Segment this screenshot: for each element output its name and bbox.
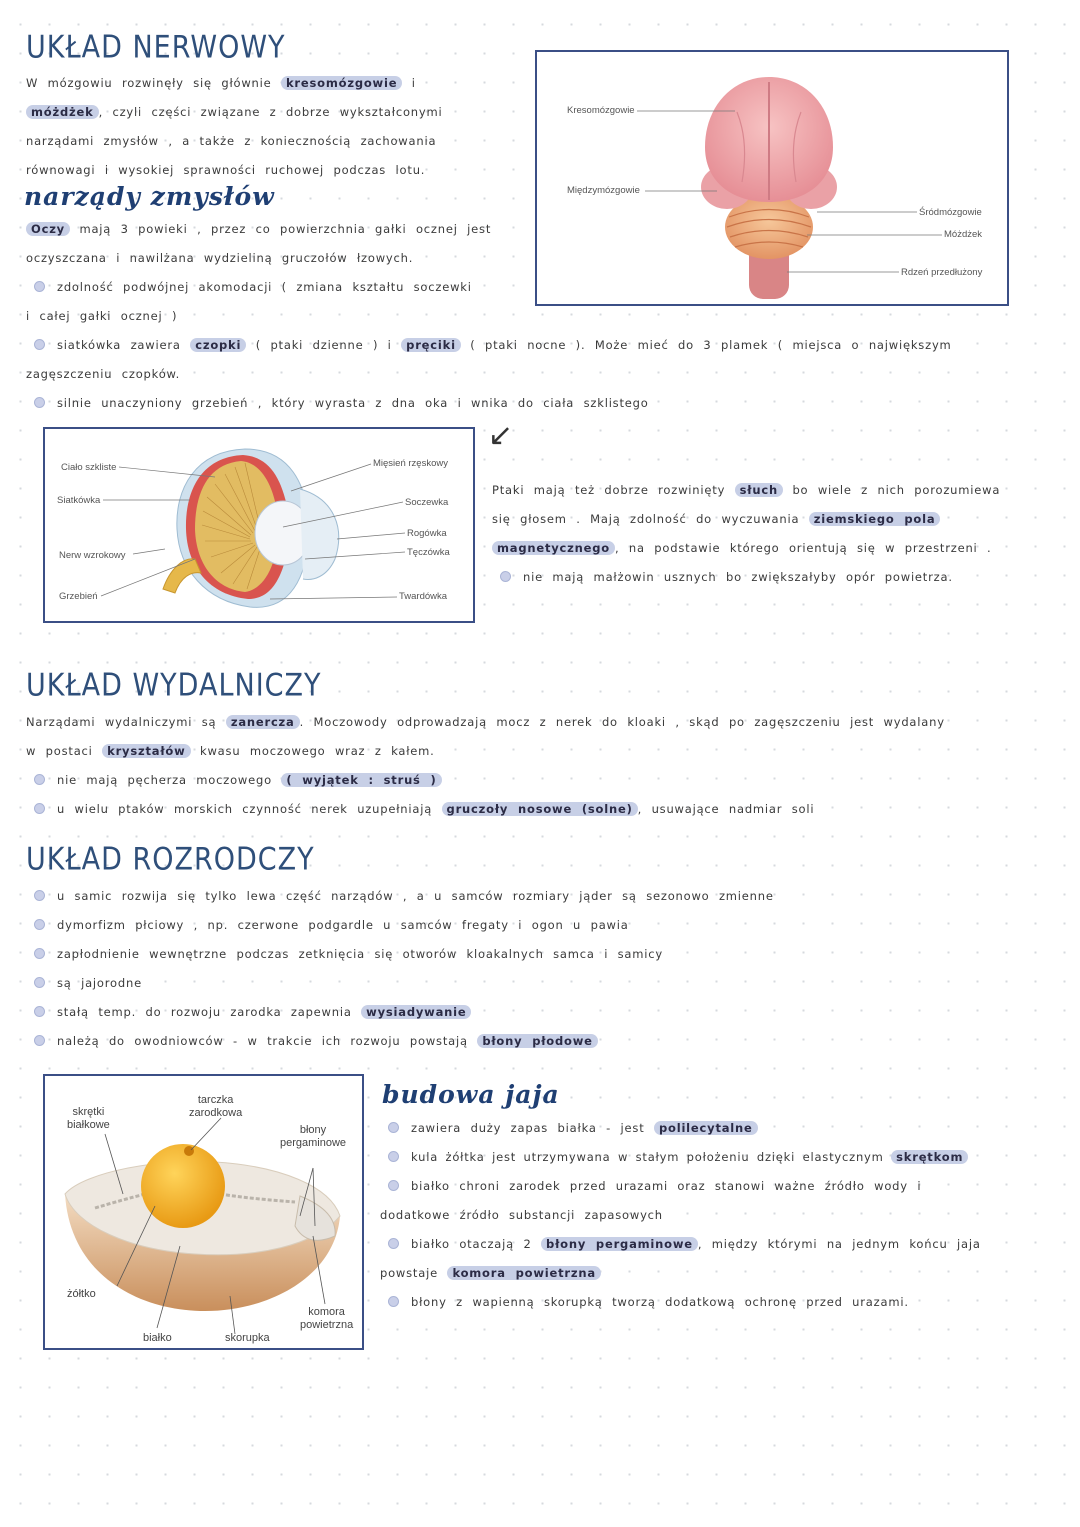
text: , czyli części związane z dobrze wykształconymi	[98, 105, 443, 119]
bullet-icon	[388, 1122, 399, 1133]
text: nie mają małżowin usznych bo zwiększałyby opór powietrza.	[523, 570, 953, 584]
egg-label-komora: komora powietrzna	[300, 1306, 354, 1331]
egg-bullet-3	[388, 1179, 921, 1193]
text: bo wiele z nich porozumiewa	[792, 483, 1001, 497]
bullet-icon	[34, 977, 45, 988]
brain-label-kresomozgowie: Kresomózgowie	[567, 105, 635, 116]
text: mają 3 powieki , przez co powierzchnia gałki ocznej jest	[79, 222, 492, 236]
egg-label-skorupka: skorupka	[225, 1332, 270, 1344]
text: są jajorodne	[57, 976, 142, 990]
eye-label-cialo-szkliste: Ciało szkliste	[61, 462, 117, 473]
reproductive-bullet-1	[34, 889, 774, 903]
bullet-icon	[34, 1006, 45, 1017]
text: Ptaki mają też dobrze rozwinięty	[492, 483, 726, 497]
bullet-icon	[34, 339, 45, 350]
bullet-icon	[388, 1238, 399, 1249]
highlight-czopki: czopki	[190, 338, 246, 352]
nervous-text-line-1	[26, 76, 416, 90]
text: stałą temp. do rozwoju zarodka zapewnia	[57, 1005, 352, 1019]
excretory-line-2	[26, 744, 435, 758]
brain-label-rdzen: Rdzeń przedłużony	[901, 267, 983, 278]
senses-bullet-3	[34, 396, 649, 410]
heading-senses: narządy zmysłów	[24, 182, 275, 211]
highlight-gruczoly-nosowe: gruczoły nosowe (solne)	[442, 802, 638, 816]
text: się głosem . Mają zdolność do wyczuwania	[492, 512, 800, 526]
hearing-line-1	[492, 483, 1000, 497]
highlight-oczy: Oczy	[26, 222, 70, 236]
text: kula żółtka jest utrzymywana w stałym położeniu dzięki elastycznym	[411, 1150, 884, 1164]
excretory-bullet-1	[34, 773, 442, 787]
eye-label-soczewka: Soczewka	[405, 497, 449, 508]
reproductive-bullet-3	[34, 947, 663, 961]
egg-label-tarczka: tarczka zarodkowa	[189, 1094, 243, 1119]
senses-bullet-1b: i całej gałki ocznej )	[26, 309, 178, 323]
bullet-icon	[34, 890, 45, 901]
text: białko otaczają 2	[411, 1237, 532, 1251]
egg-label-blony-pergaminowe: błony pergaminowe	[280, 1124, 347, 1149]
highlight-kresomozgowie: kresomózgowie	[281, 76, 402, 90]
highlight-sluch: słuch	[735, 483, 783, 497]
heading-reproductive-system: UKŁAD ROZRODCZY	[26, 842, 315, 878]
brain-label-srodmozgowie: Śródmózgowie	[919, 207, 982, 218]
eye-label-siatkowka: Siatkówka	[57, 495, 101, 506]
text: ( ptaki dzienne ) i	[255, 338, 392, 352]
text: , między którymi na jednym końcu jaja	[697, 1237, 981, 1251]
arrow-icon: ↙	[488, 418, 514, 453]
excretory-bullet-2	[34, 802, 814, 816]
eye-figure	[43, 427, 475, 623]
brain-figure	[535, 50, 1009, 306]
eye-label-nerw-wzrokowy: Nerw wzrokowy	[59, 550, 126, 561]
egg-figure	[43, 1074, 364, 1350]
text: nie mają pęcherza moczowego	[57, 773, 272, 787]
eye-label-twardowka: Twardówka	[399, 591, 448, 602]
heading-egg-structure: budowa jaja	[382, 1080, 560, 1109]
text: silnie unaczyniony grzebień , który wyrasta z dna oka i wnika do ciała szklistego	[57, 396, 649, 410]
hearing-bullet	[500, 570, 953, 584]
text: , na podstawie którego orientują się w przestrzeni .	[615, 541, 992, 555]
text: w postaci	[26, 744, 93, 758]
bullet-icon	[34, 919, 45, 930]
text: u samic rozwija się tylko lewa część narządów , a u samców rozmiary jąder są sezonowo zmienne	[57, 889, 774, 903]
senses-bullet-1	[34, 280, 472, 294]
reproductive-bullet-2	[34, 918, 629, 932]
senses-bullet-2	[34, 338, 952, 352]
bullet-icon	[388, 1180, 399, 1191]
heading-nervous-system: UKŁAD NERWOWY	[26, 30, 286, 66]
text: ( ptaki nocne ). Może mieć do 3 plamek ( miejsca o największym	[470, 338, 952, 352]
eye-label-teczowka: Tęczówka	[407, 547, 450, 558]
egg-bullet-4b	[380, 1266, 601, 1280]
bullet-icon	[34, 397, 45, 408]
heading-excretory-system: UKŁAD WYDALNICZY	[26, 668, 322, 704]
text: zdolność podwójnej akomodacji ( zmiana kształtu soczewki	[57, 280, 472, 294]
highlight-wyjatek-strus: ( wyjątek : struś )	[281, 773, 441, 787]
highlight-zanercza: zanercza	[226, 715, 300, 729]
highlight-skretkom: skrętkom	[891, 1150, 968, 1164]
text: należą do owodniowców - w trakcie ich rozwoju powstają	[57, 1034, 468, 1048]
text: kwasu moczowego wraz z kałem.	[200, 744, 435, 758]
eye-label-grzebien: Grzebień	[59, 591, 98, 602]
text: powstaje	[380, 1266, 438, 1280]
reproductive-bullet-6	[34, 1034, 598, 1048]
bullet-icon	[388, 1296, 399, 1307]
highlight-mozdzek: móżdżek	[26, 105, 99, 119]
bullet-icon	[34, 948, 45, 959]
text: . Moczowody odprowadzają mocz z nerek do kloaki , skąd po zagęszczeniu jest wydalany	[299, 715, 945, 729]
bullet-icon	[34, 803, 45, 814]
highlight-ziemskiego-pola: ziemskiego pola	[809, 512, 941, 526]
bullet-icon	[388, 1151, 399, 1162]
brain-label-miedzymozgowie: Międzymózgowie	[567, 185, 640, 196]
reproductive-bullet-5	[34, 1005, 471, 1019]
text: błony z wapienną skorupką tworzą dodatkową ochronę przed urazami.	[411, 1295, 909, 1309]
egg-bullet-1	[388, 1121, 758, 1135]
bullet-icon	[34, 1035, 45, 1046]
hearing-line-2	[492, 512, 940, 526]
eye-label-miesien-rzeskowy: Mięsień rzęskowy	[373, 458, 448, 469]
bullet-icon	[34, 774, 45, 785]
senses-bullet-2b: zagęszczeniu czopków.	[26, 367, 181, 381]
bullet-icon	[500, 571, 511, 582]
text: siatkówka zawiera	[57, 338, 181, 352]
highlight-krysztalow: kryształów	[102, 744, 190, 758]
egg-label-bialko: białko	[143, 1332, 172, 1344]
egg-bullet-4	[388, 1237, 981, 1251]
highlight-preciki: pręciki	[401, 338, 461, 352]
text: i	[411, 76, 416, 90]
highlight-magnetycznego: magnetycznego	[492, 541, 615, 555]
brain-label-mozdzek: Móżdżek	[944, 229, 983, 240]
senses-line-2: oczyszczana i nawilżana wydzieliną gruczołów łzowych.	[26, 251, 414, 265]
text: dymorfizm płciowy , np. czerwone podgardle u samców fregaty i ogon u pawia	[57, 918, 629, 932]
reproductive-bullet-4	[34, 976, 142, 990]
eye-label-rogowka: Rogówka	[407, 528, 447, 539]
egg-bullet-3b: dodatkowe źródło substancji zapasowych	[380, 1208, 663, 1222]
highlight-komora-powietrzna: komora powietrzna	[447, 1266, 600, 1280]
hearing-line-3	[492, 541, 991, 555]
nervous-text-line-4: równowagi i wysokiej sprawności ruchowej podczas lotu.	[26, 163, 426, 177]
nervous-text-line-2	[26, 105, 442, 119]
highlight-wysiadywanie: wysiadywanie	[361, 1005, 471, 1019]
text: W mózgowiu rozwinęły się głównie	[26, 76, 272, 90]
highlight-blony-plodowe: błony płodowe	[477, 1034, 597, 1048]
highlight-blony-pergaminowe: błony pergaminowe	[541, 1237, 698, 1251]
text: Narządami wydalniczymi są	[26, 715, 217, 729]
bullet-icon	[34, 281, 45, 292]
text: , usuwające nadmiar soli	[637, 802, 815, 816]
senses-line-1	[26, 222, 491, 236]
excretory-line-1	[26, 715, 945, 729]
text: u wielu ptaków morskich czynność nerek uzupełniają	[57, 802, 433, 816]
highlight-polilecytalne: polilecytalne	[654, 1121, 758, 1135]
nervous-text-line-3: narządami zmysłów , a także z koniecznością zachowania	[26, 134, 437, 148]
text: zawiera duży zapas białka - jest	[411, 1121, 645, 1135]
egg-label-zoltko: żółtko	[67, 1288, 96, 1300]
text: zapłodnienie wewnętrzne podczas zetknięcia się otworów kloakalnych samca i samicy	[57, 947, 664, 961]
egg-label-skretki: skrętki białkowe	[67, 1106, 110, 1131]
egg-bullet-5	[388, 1295, 909, 1309]
egg-bullet-2	[388, 1150, 968, 1164]
text: białko chroni zarodek przed urazami oraz stanowi ważne źródło wody i	[411, 1179, 922, 1193]
